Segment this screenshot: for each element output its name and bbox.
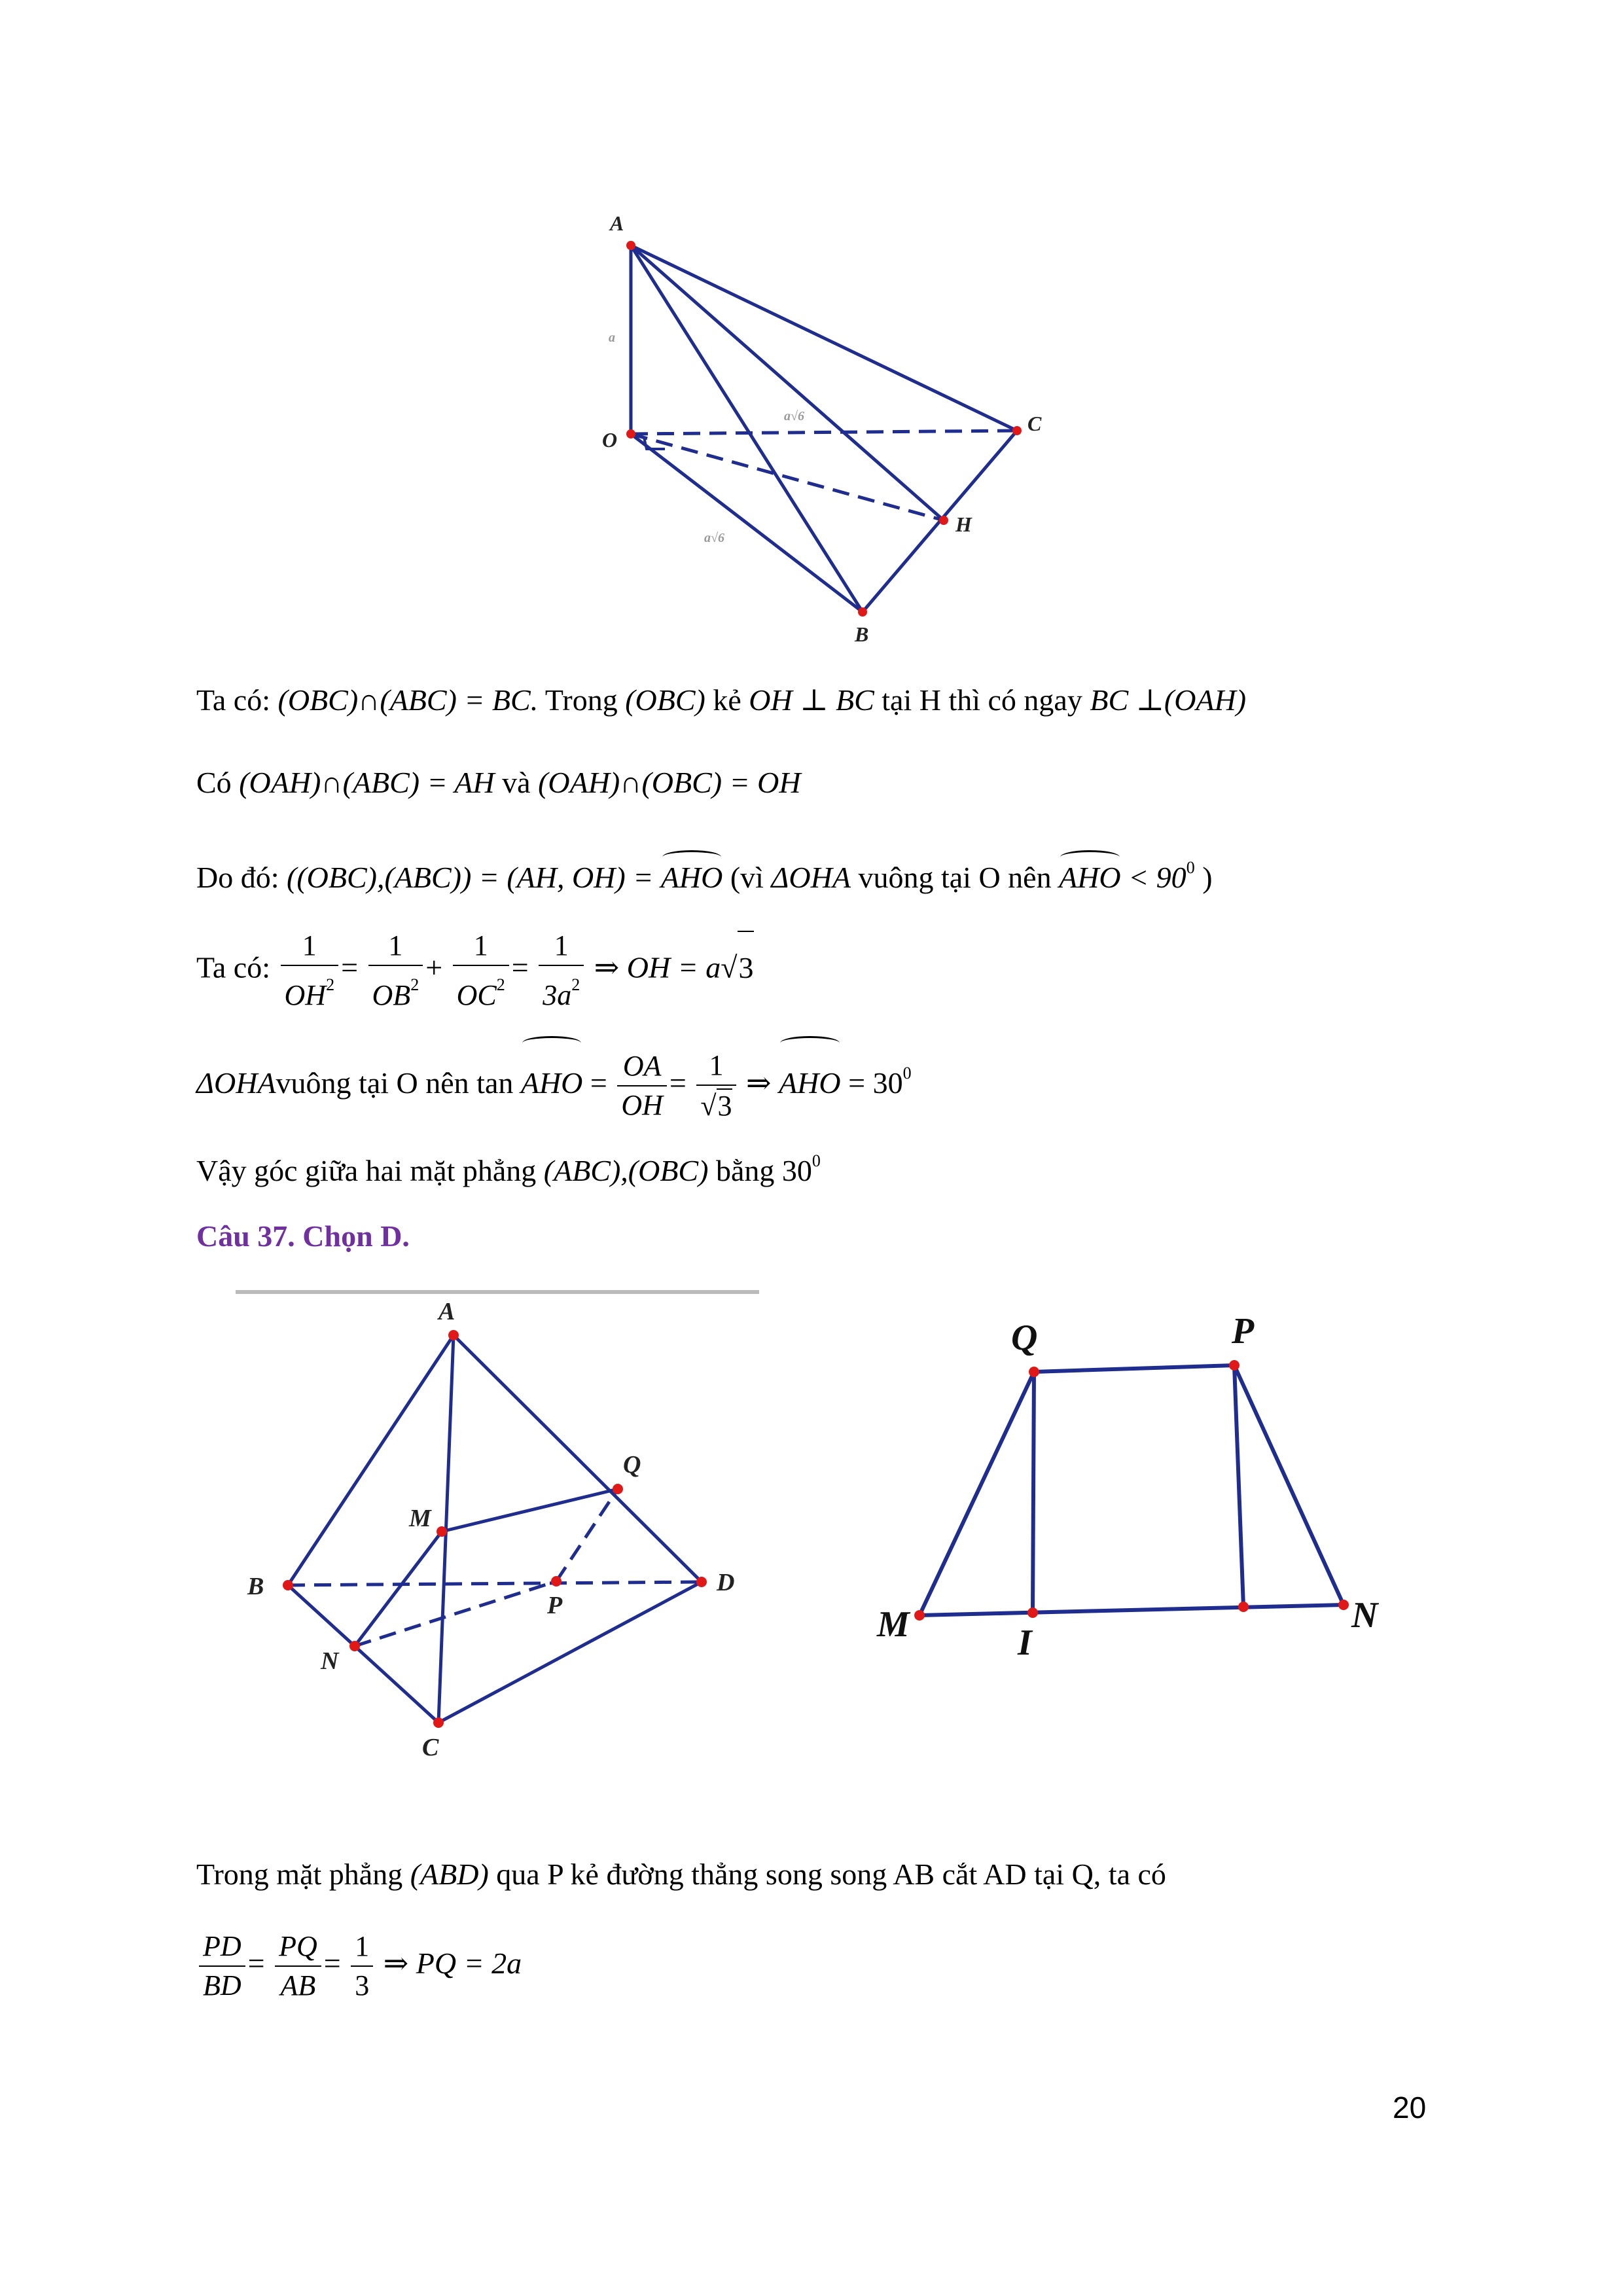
- label-b: B: [247, 1573, 264, 1600]
- l4-prefix: Ta có:: [196, 950, 271, 984]
- point-m: [437, 1526, 447, 1537]
- line-5: ΔOHAvuông tại O nên tan AHO = $\frac{OA}{OH}$ = $\frac{1}{√3}$ ⇒ AHO = $30^0$: [196, 1034, 912, 1122]
- point-p: [1229, 1360, 1240, 1371]
- label-length-ob: a√6: [704, 531, 724, 545]
- edge-bd-dashed: [288, 1582, 702, 1585]
- l5-mid: vuông tại O nên tan: [276, 1066, 514, 1100]
- edge-oc-dashed: [631, 431, 1017, 434]
- label-n: N: [1351, 1595, 1378, 1636]
- point-a: [626, 241, 635, 250]
- edge-ad: [454, 1335, 702, 1582]
- l5-angle-2: AHO: [779, 1036, 841, 1122]
- label-c: C: [1027, 412, 1042, 435]
- l3-lt: < 90: [1128, 861, 1186, 894]
- edge-cd: [438, 1582, 702, 1723]
- l4-frac-1: $\frac{1}{OH^2}$: [281, 929, 339, 1012]
- l6-prefix: Vậy góc giữa hai mặt phẳng: [196, 1154, 537, 1187]
- line-7: [196, 1855, 1166, 1894]
- edge-qp: [1034, 1365, 1234, 1372]
- label-c: C: [422, 1734, 439, 1761]
- l3-close: ): [1202, 861, 1213, 894]
- label-h: H: [955, 512, 972, 536]
- point-c: [433, 1717, 444, 1728]
- label-m: M: [409, 1505, 431, 1532]
- l3-tri: ΔOHA: [771, 861, 851, 894]
- point-q: [613, 1484, 623, 1494]
- l5-tri: ΔOHA: [196, 1066, 276, 1100]
- l8-frac-3: $\frac{1}{3}$: [351, 1930, 373, 2002]
- point-i: [1027, 1607, 1038, 1618]
- label-i: I: [1018, 1623, 1032, 1663]
- l6-bang: bằng 30: [715, 1154, 812, 1187]
- point-foot: [1238, 1602, 1249, 1612]
- edge-mq: [442, 1489, 618, 1532]
- l2-eq1: (OAH)∩(ABC) = AH: [239, 766, 495, 799]
- l2-co: Có: [196, 766, 232, 799]
- edge-p-foot: [1234, 1365, 1243, 1607]
- l4-rad: 3: [738, 931, 754, 1004]
- point-h: [939, 516, 948, 525]
- l6-planes: (ABC),(OBC): [543, 1154, 709, 1187]
- l3-vi: (vì: [730, 861, 764, 894]
- l3-sup: 0: [1186, 858, 1195, 877]
- label-p: P: [1232, 1311, 1255, 1352]
- l8-frac-2: $\frac{PQ}{AB}$: [275, 1930, 321, 2002]
- figure-tetrahedron-abcd: [236, 1283, 785, 1767]
- line-3: [196, 848, 1213, 897]
- edge-np-dashed: [355, 1581, 556, 1646]
- l5-angle: AHO: [521, 1036, 583, 1122]
- l6-sup: 0: [812, 1151, 821, 1170]
- edge-pn: [1234, 1365, 1344, 1605]
- edge-mn: [919, 1605, 1344, 1615]
- label-n: N: [321, 1647, 339, 1675]
- edge-mq: [919, 1372, 1034, 1615]
- edge-ob: [631, 434, 863, 612]
- l3-eq: ((OBC),(ABC)) = (AH, OH) =: [287, 861, 654, 894]
- label-d: D: [717, 1569, 735, 1596]
- point-n: [1338, 1600, 1349, 1610]
- l1-tai: tại H thì có ngay: [882, 683, 1082, 717]
- l5-frac-1: $\frac{OA}{OH}$: [617, 1050, 667, 1122]
- l5-eq30: = 30: [848, 1066, 903, 1100]
- point-c: [1012, 426, 1022, 435]
- l5-res: ⇒: [746, 1066, 772, 1100]
- label-length-a: a: [609, 331, 615, 345]
- l1-ke: kẻ: [713, 683, 741, 717]
- page-number: 20: [1393, 2090, 1427, 2125]
- l1-prefix: Ta có:: [196, 683, 271, 717]
- l4-res: ⇒ OH = a: [594, 950, 721, 984]
- l4-frac-2: $\frac{1}{OB^2}$: [368, 929, 423, 1012]
- label-length-oc: a√6: [784, 409, 804, 423]
- l3-mid: vuông tại O nên: [858, 861, 1052, 894]
- line-2: [196, 763, 801, 802]
- l7-plane: (ABD): [410, 1857, 489, 1891]
- l7-rest: qua P kẻ đường thẳng song song AB cắt AD tại Q, ta có: [496, 1857, 1166, 1891]
- l3-prefix: Do đó:: [196, 861, 279, 894]
- edge-qi: [1033, 1372, 1034, 1613]
- label-a: A: [610, 211, 624, 235]
- l3-angle: AHO: [661, 850, 723, 897]
- point-m: [914, 1610, 925, 1621]
- edge-bn: [288, 1585, 355, 1646]
- l1-res: BC ⊥(OAH): [1090, 683, 1247, 717]
- l1-eq1: (OBC)∩(ABC) = BC.: [277, 683, 539, 717]
- point-q: [1029, 1367, 1039, 1377]
- line-6: [196, 1141, 821, 1191]
- question-heading: Câu 37. Chọn D.: [196, 1219, 410, 1253]
- l3-angle-2: AHO: [1059, 850, 1121, 897]
- l2-va: và: [502, 766, 531, 799]
- point-a: [448, 1330, 459, 1340]
- l2-eq2: (OAH)∩(OBC) = OH: [538, 766, 801, 799]
- point-b: [858, 607, 867, 617]
- edge-nc: [355, 1646, 438, 1723]
- label-p: P: [547, 1592, 563, 1619]
- line-1: [196, 681, 1246, 720]
- l1-perp: OH ⊥ BC: [749, 683, 874, 717]
- edge-mn: [355, 1532, 442, 1646]
- l8-frac-1: $\frac{PD}{BD}$: [199, 1930, 245, 2002]
- label-q: Q: [623, 1451, 641, 1479]
- l4-frac-3: $\frac{1}{OC^2}$: [453, 929, 509, 1012]
- edge-ah: [631, 245, 944, 520]
- point-n: [349, 1641, 360, 1651]
- line-4: Ta có: $\frac{1}{OH^2}$ = $\frac{1}{OB^2}$ + $\frac{1}{OC^2}$ = $\frac{1}{3a^2}$ ⇒ OH = a√3: [196, 929, 754, 1011]
- label-q: Q: [1011, 1318, 1038, 1358]
- l8-res: ⇒ PQ = 2a: [383, 1946, 522, 1980]
- label-o: O: [602, 428, 618, 452]
- l4-frac-4: $\frac{1}{3a^2}$: [539, 929, 584, 1012]
- l1-trong: Trong: [544, 683, 618, 717]
- l5-sup: 0: [902, 1064, 912, 1083]
- l5-frac-2: $\frac{1}{√3}$: [696, 1049, 736, 1122]
- label-a: A: [438, 1298, 455, 1325]
- label-m: M: [877, 1604, 910, 1645]
- figure-trapezoid-mnpq: [864, 1296, 1427, 1689]
- l7-prefix: Trong mặt phẳng: [196, 1857, 403, 1891]
- figure-tetrahedron-oabc: [589, 196, 1060, 668]
- point-o: [626, 429, 635, 439]
- point-p: [551, 1576, 562, 1587]
- line-8: $\frac{PD}{BD}$ = $\frac{PQ}{AB}$ = $\frac{1}{3}$ ⇒ PQ = 2a: [196, 1924, 522, 2003]
- label-b: B: [855, 622, 869, 646]
- point-b: [283, 1580, 293, 1590]
- l1-obc: (OBC): [625, 683, 705, 717]
- point-d: [696, 1577, 707, 1587]
